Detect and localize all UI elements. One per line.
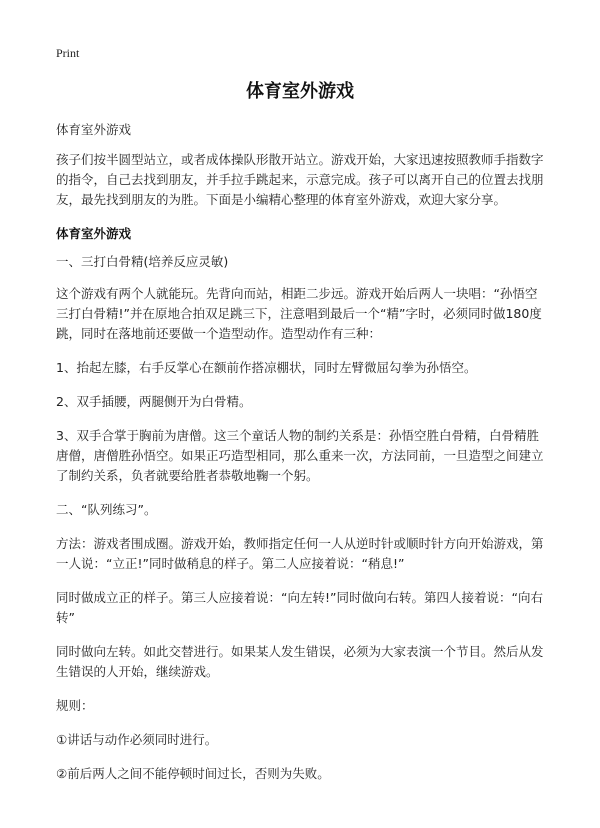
print-link[interactable]: Print [56,46,80,60]
rule-2: ②前后两人之间不能停顿时间过长，否则为失败。 [56,766,330,781]
subtitle-paragraph: 体育室外游戏 [56,122,132,137]
document-title: 体育室外游戏 [246,81,354,102]
rule-1: ①讲话与动作必须同时进行。 [56,732,218,747]
game1-pose2: 2、双手插腰，两腿侧开为白骨精。 [56,394,252,409]
game2-continuation-1: 同时做成立正的样子。第三人应接着说：“向左转!”同时做向右转。第四人接着说：“向右转” [56,590,543,625]
rules-label: 规则： [56,698,94,713]
game2-method: 方法：游戏者围成圈。游戏开始，教师指定任何一人从逆时针或顺时针方向开始游戏，第一人说：“立正!”同时做稍息的样子。第二人应接着说：“稍息!” [56,536,544,571]
intro-paragraph: 孩子们按半圆型站立，或者成体操队形散开站立。游戏开始，大家迅速按照教师手指数字的指令，自己去找到朋友，并手拉手跳起来，示意完成。孩子可以离开自己的位置去找朋友，最先找到朋友的为胜。下面是小编精心整理的体育室外游戏，欢迎大家分享。 [56,152,544,207]
game1-title: 一、三打白骨精(培养反应灵敏) [56,254,229,269]
game1-description: 这个游戏有两个人就能玩。先背向而站，相距二步远。游戏开始后两人一块唱：“孙悟空三打白骨精!”并在原地合拍双足跳三下，注意唱到最后一个“精”字时，必须同时做180度跳，同时在落地前还要做一个造型动作。造型动作有三种： [56,286,542,341]
game1-pose1: 1、抬起左膝，右手反掌心在额前作搭凉棚状，同时左臂微屈勾拳为孙悟空。 [56,360,477,375]
game1-pose3: 3、双手合掌于胸前为唐僧。这三个童话人物的制约关系是：孙悟空胜白骨精，白骨精胜唐僧，唐僧胜孙悟空。如果正巧造型相同，那么重来一次，方法同前，一旦造型之间建立了制约关系，负者就要给胜者恭敬地鞠一个躬。 [56,428,544,483]
section-heading: 体育室外游戏 [56,226,132,241]
document-body [56,120,548,784]
game2-continuation-2: 同时做向左转。如此交替进行。如果某人发生错误，必须为大家表演一个节目。然后从发生错误的人开始，继续游戏。 [56,644,544,679]
game2-title: 二、“队列练习”。 [56,502,157,517]
